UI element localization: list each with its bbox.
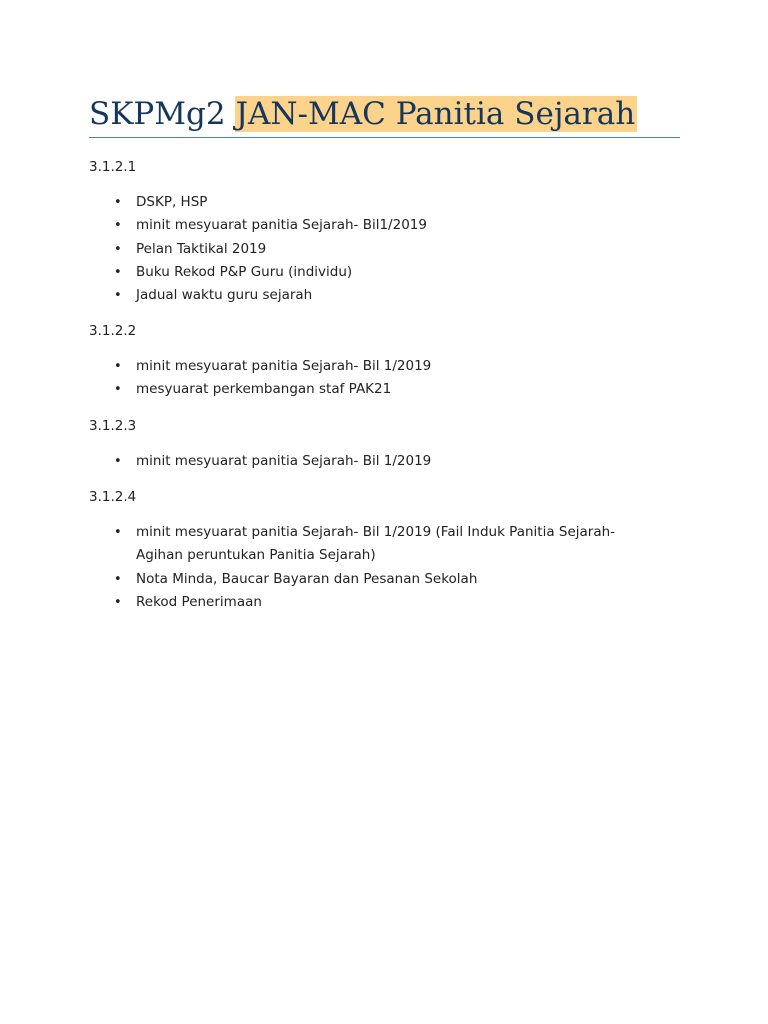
list-item: • mesyuarat perkembangan staf PAK21 [89,378,656,401]
bullet-icon: • [114,218,122,234]
bullet-icon: • [114,525,122,540]
list-item: • minit mesyuarat panitia Sejarah- Bil 1/2019 [89,450,656,473]
section-heading: 3.1.2.4 [89,489,137,505]
bullet-icon: • [114,264,122,280]
title-prefix: SKPMg2 [89,96,226,132]
title-highlighted-text: JAN-MAC Panitia Sejarah [235,96,636,132]
bullet-icon: • [114,359,122,374]
bullet-icon: • [114,382,122,398]
section-3-1-2-2 [89,322,689,398]
section-3-1-2-3 [89,417,689,469]
section-heading: 3.1.2.3 [89,418,137,434]
bullet-icon: • [114,195,122,210]
list-item: • minit mesyuarat panitia Sejarah- Bil1/2019 [89,214,656,237]
section-item-list [89,450,656,473]
bullet-icon: • [114,454,122,469]
list-item: • minit mesyuarat panitia Sejarah- Bil 1/2019 (Fail Induk Panitia Sejarah- Agihan peruntukan Panitia Sejarah) [89,521,656,568]
list-item: • Jadual waktu guru sejarah [89,284,656,307]
bullet-icon: • [114,571,122,587]
section-heading: 3.1.2.1 [89,159,137,175]
section-item-list [89,355,656,402]
page-title [89,92,637,136]
section-3-1-2-1 [89,158,689,304]
section-item-list [89,521,656,614]
list-item: • DSKP, HSP [89,191,656,214]
bullet-icon: • [114,594,122,610]
bullet-icon: • [114,288,122,304]
list-item: • minit mesyuarat panitia Sejarah- Bil 1/2019 [89,355,656,378]
title-underline-divider [89,137,680,138]
section-3-1-2-4 [89,488,689,610]
list-item: • Buku Rekod P&P Guru (individu) [89,261,656,284]
section-item-list [89,191,656,307]
bullet-icon: • [114,241,122,257]
list-item: • Nota Minda, Baucar Bayaran dan Pesanan Sekolah [89,568,656,591]
section-heading: 3.1.2.2 [89,323,137,339]
list-item: • Pelan Taktikal 2019 [89,238,656,261]
list-item: • Rekod Penerimaan [89,591,656,614]
